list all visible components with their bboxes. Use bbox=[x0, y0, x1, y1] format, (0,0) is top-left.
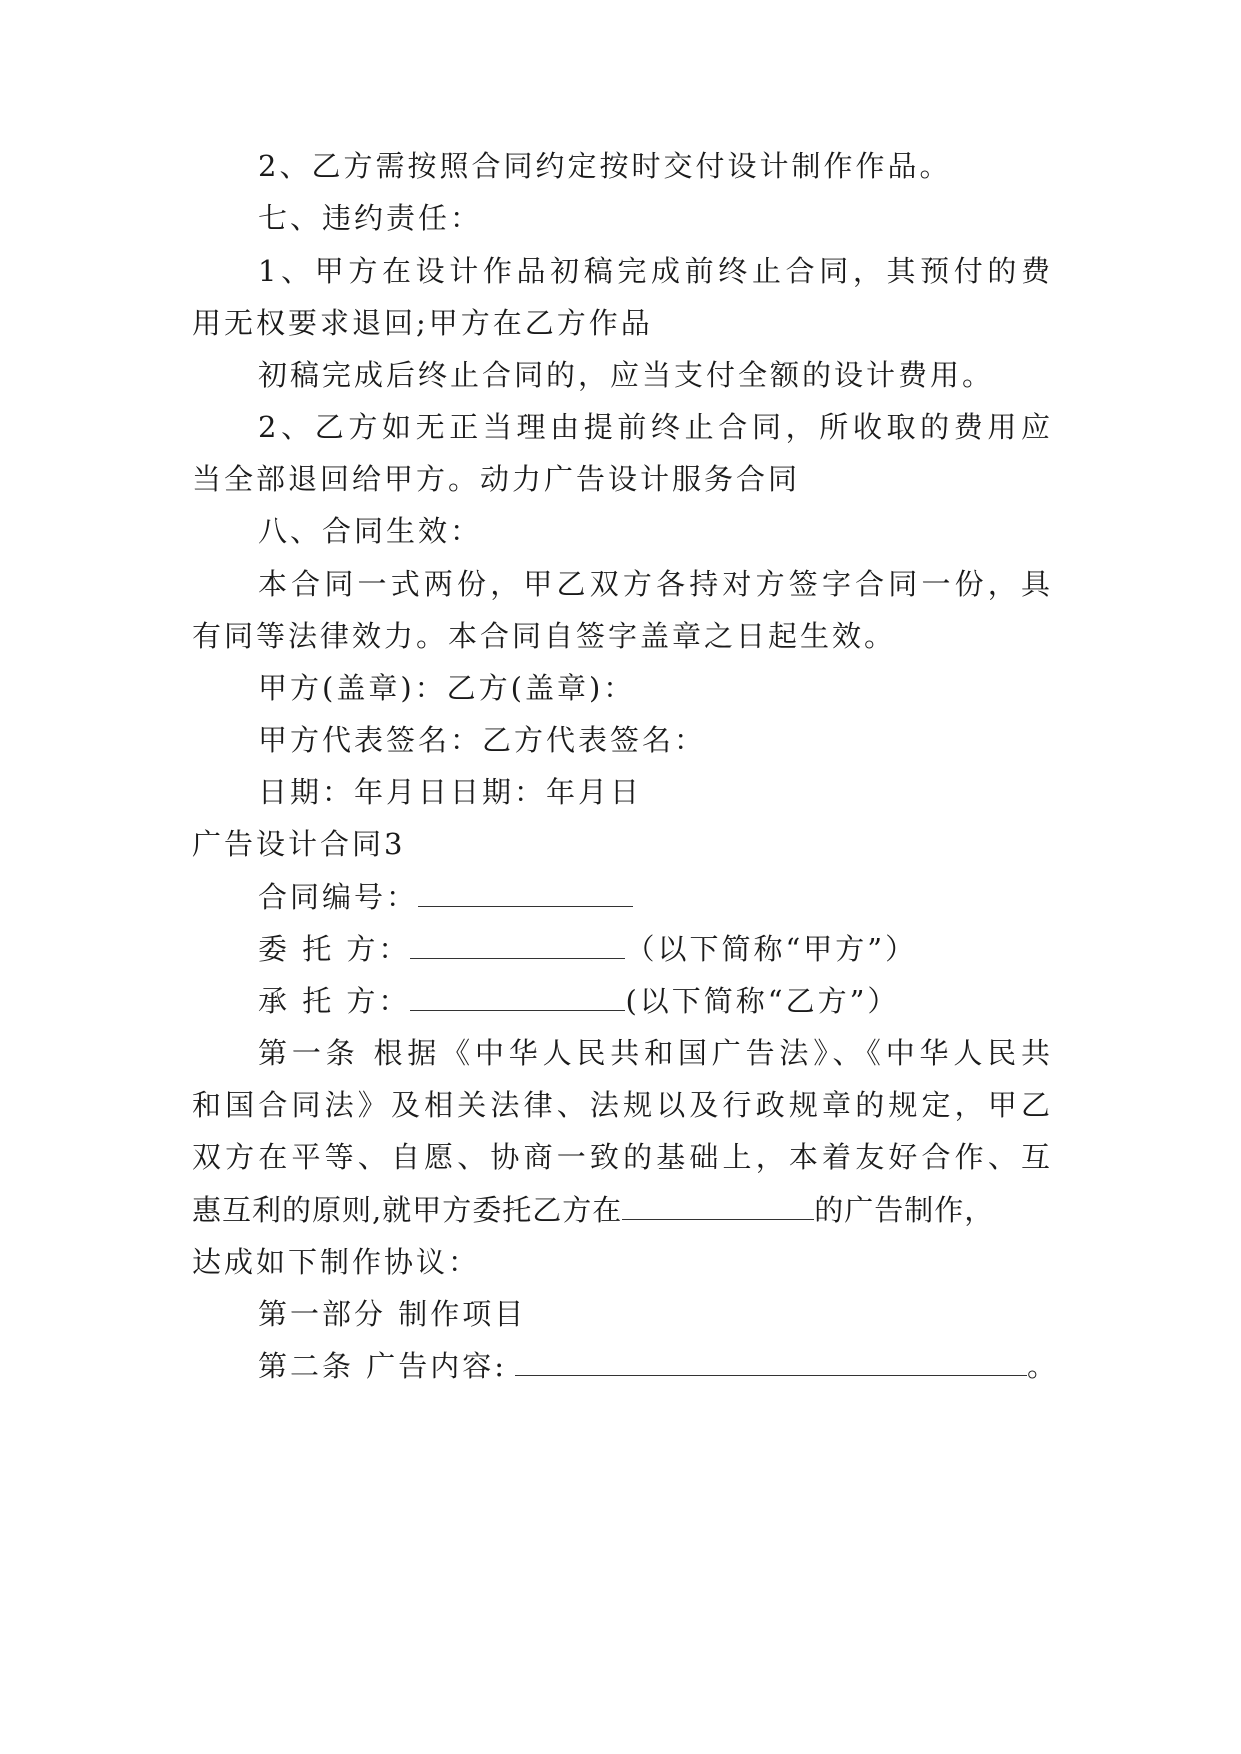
client-label: 委 托 方： bbox=[258, 932, 411, 966]
production-location-blank bbox=[622, 1195, 814, 1220]
client-row bbox=[0, 929, 1241, 969]
article-1-line4 bbox=[0, 1190, 1241, 1230]
article-2-label: 第二条 广告内容: bbox=[258, 1349, 507, 1383]
contract-number-blank bbox=[418, 882, 633, 907]
contractor-label: 承 托 方： bbox=[258, 984, 411, 1018]
article-1-line4-prefix: 惠互利的原则,就甲方委托乙方在 bbox=[192, 1193, 623, 1227]
clause-delivery: 2、乙方需按照合同约定按时交付设计制作作品。 bbox=[258, 149, 952, 183]
contractor-blank bbox=[410, 986, 625, 1011]
contractor-suffix: (以下简称“乙方”） bbox=[625, 984, 900, 1018]
clause-breach-2-line1: 2、乙方如无正当理由提前终止合同，所收取的费用应 bbox=[258, 410, 1050, 444]
clause-breach-1-line2: 用无权要求退回;甲方在乙方作品 bbox=[192, 306, 653, 340]
part-1-heading: 第一部分 制作项目 bbox=[258, 1297, 527, 1331]
clause-effect-line2: 有同等法律效力。本合同自签字盖章之日起生效。 bbox=[192, 619, 897, 653]
article-1-line2: 和国合同法》及相关法律、法规以及行政规章的规定，甲乙 bbox=[192, 1088, 1050, 1122]
section-heading-breach: 七、违约责任： bbox=[258, 201, 483, 235]
section-heading-effect: 八、合同生效： bbox=[258, 514, 483, 548]
ad-content-blank bbox=[515, 1351, 1027, 1376]
clause-breach-1-line1: 1、甲方在设计作品初稿完成前终止合同，其预付的费 bbox=[258, 254, 1050, 288]
date-line: 日期：年月日日期：年月日 bbox=[258, 775, 643, 809]
clause-breach-2-line2: 当全部退回给甲方。动力广告设计服务合同 bbox=[192, 462, 801, 496]
article-1-line4-suffix: 的广告制作， bbox=[814, 1193, 995, 1227]
seal-line: 甲方(盖章)：乙方(盖章)： bbox=[258, 671, 636, 705]
contract-number-row bbox=[0, 877, 1241, 917]
article-1-line3: 双方在平等、自愿、协商一致的基础上，本着友好合作、互 bbox=[192, 1140, 1050, 1174]
signature-line: 甲方代表签名：乙方代表签名： bbox=[258, 723, 707, 757]
article-2-row bbox=[0, 1346, 1241, 1386]
clause-effect-line1: 本合同一式两份，甲乙双方各持对方签字合同一份，具 bbox=[258, 567, 1050, 601]
client-suffix: （以下简称“甲方”） bbox=[625, 932, 918, 966]
contract-title: 广告设计合同3 bbox=[192, 827, 406, 861]
client-blank bbox=[410, 934, 625, 959]
clause-breach-1-line3: 初稿完成后终止合同的，应当支付全额的设计费用。 bbox=[258, 358, 995, 392]
article-1-line5: 达成如下制作协议： bbox=[192, 1245, 481, 1279]
article-1-line1: 第一条 根据《中华人民共和国广告法》、《中华人民共 bbox=[258, 1036, 1050, 1070]
contractor-row bbox=[0, 981, 1241, 1021]
contract-number-label: 合同编号： bbox=[258, 880, 419, 914]
article-2-suffix: 。 bbox=[1027, 1349, 1060, 1383]
